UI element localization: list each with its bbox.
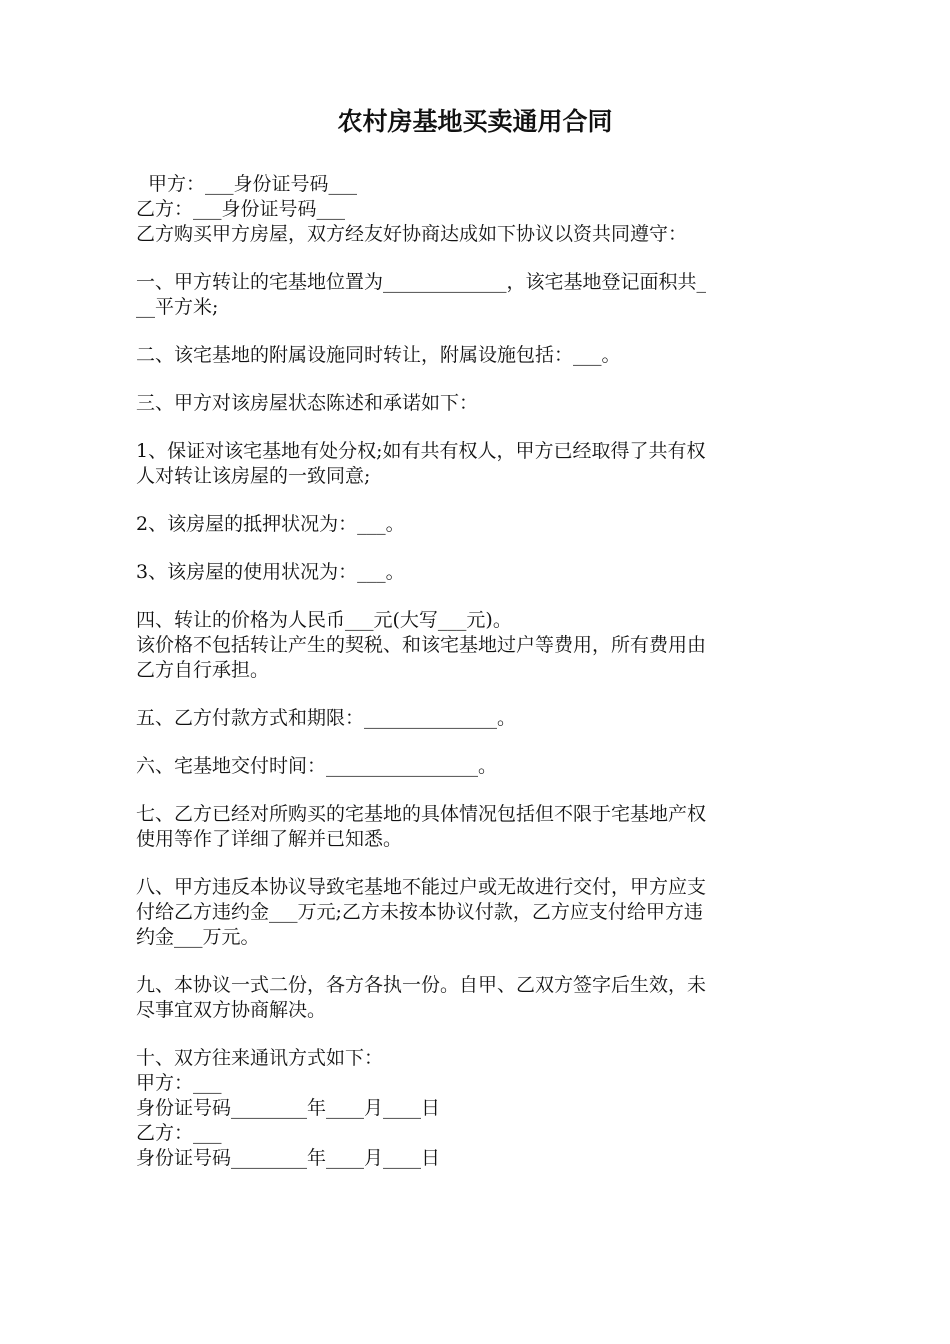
preamble: 乙方购买甲方房屋，双方经友好协商达成如下协议以资共同遵守：: [136, 223, 688, 245]
signature-party-b: 乙方：___: [136, 1122, 222, 1144]
clause-line: 付给乙方违约金___万元;乙方未按本协议付款，乙方应支付给甲方违: [136, 901, 703, 923]
party-b-header: 乙方：___身份证号码___: [136, 198, 346, 220]
clause-3-item-3: 3、该房屋的使用状况为：___。: [136, 561, 405, 583]
clause-6: 六、宅基地交付时间：________________。: [136, 755, 498, 777]
clause-line: 该价格不包括转让产生的契税、和该宅基地过户等费用，所有费用由: [136, 634, 707, 656]
clause-line: 使用等作了详细了解并已知悉。: [136, 828, 403, 850]
clause-line: 七、乙方已经对所购买的宅基地的具体情况包括但不限于宅基地产权: [136, 803, 707, 825]
clause-line: 九、本协议一式二份，各方各执一份。自甲、乙双方签字后生效，未: [136, 974, 707, 996]
clause-line: 四、转让的价格为人民币___元(大写___元)。: [136, 609, 512, 631]
clause-3-item-2: 2、该房屋的抵押状况为：___。: [136, 513, 405, 535]
party-a-header: 甲方：___身份证号码___: [148, 173, 358, 195]
clause-line: 约金___万元。: [136, 926, 260, 948]
clause-line: 乙方自行承担。: [136, 659, 270, 681]
clause-8: [136, 875, 826, 950]
clause-5: 五、乙方付款方式和期限：______________。: [136, 707, 517, 729]
clause-line: __平方米;: [136, 296, 219, 318]
clause-line: 八、甲方违反本协议导致宅基地不能过户或无故进行交付，甲方应支: [136, 876, 707, 898]
clause-10: [136, 1046, 826, 1171]
clause-line: 一、甲方转让的宅基地位置为_____________，该宅基地登记面积共_: [136, 271, 707, 293]
document-title: 农村房基地买卖通用合同: [337, 107, 613, 136]
clause-line: 尽事宜双方协商解决。: [136, 999, 327, 1021]
clause-line: 1、保证对该宅基地有处分权;如有共有权人，甲方已经取得了共有权: [136, 440, 706, 462]
clause-1: [136, 270, 826, 320]
clause-3-item-1: [136, 439, 826, 489]
clause-line: 十、双方往来通讯方式如下：: [136, 1047, 384, 1069]
signature-party-a: 甲方：___: [136, 1072, 222, 1094]
clause-2: 二、该宅基地的附属设施同时转让，附属设施包括：___。: [136, 344, 621, 366]
signature-party-b-id-date: 身份证号码________年____月____日: [136, 1147, 441, 1169]
clause-3: 三、甲方对该房屋状态陈述和承诺如下：: [136, 392, 479, 414]
clause-9: [136, 973, 826, 1023]
clause-line: 人对转让该房屋的一致同意;: [136, 465, 371, 487]
contract-body: [136, 172, 826, 1171]
clause-7: [136, 802, 826, 852]
signature-party-a-id-date: 身份证号码________年____月____日: [136, 1097, 441, 1119]
clause-4: [136, 608, 826, 683]
